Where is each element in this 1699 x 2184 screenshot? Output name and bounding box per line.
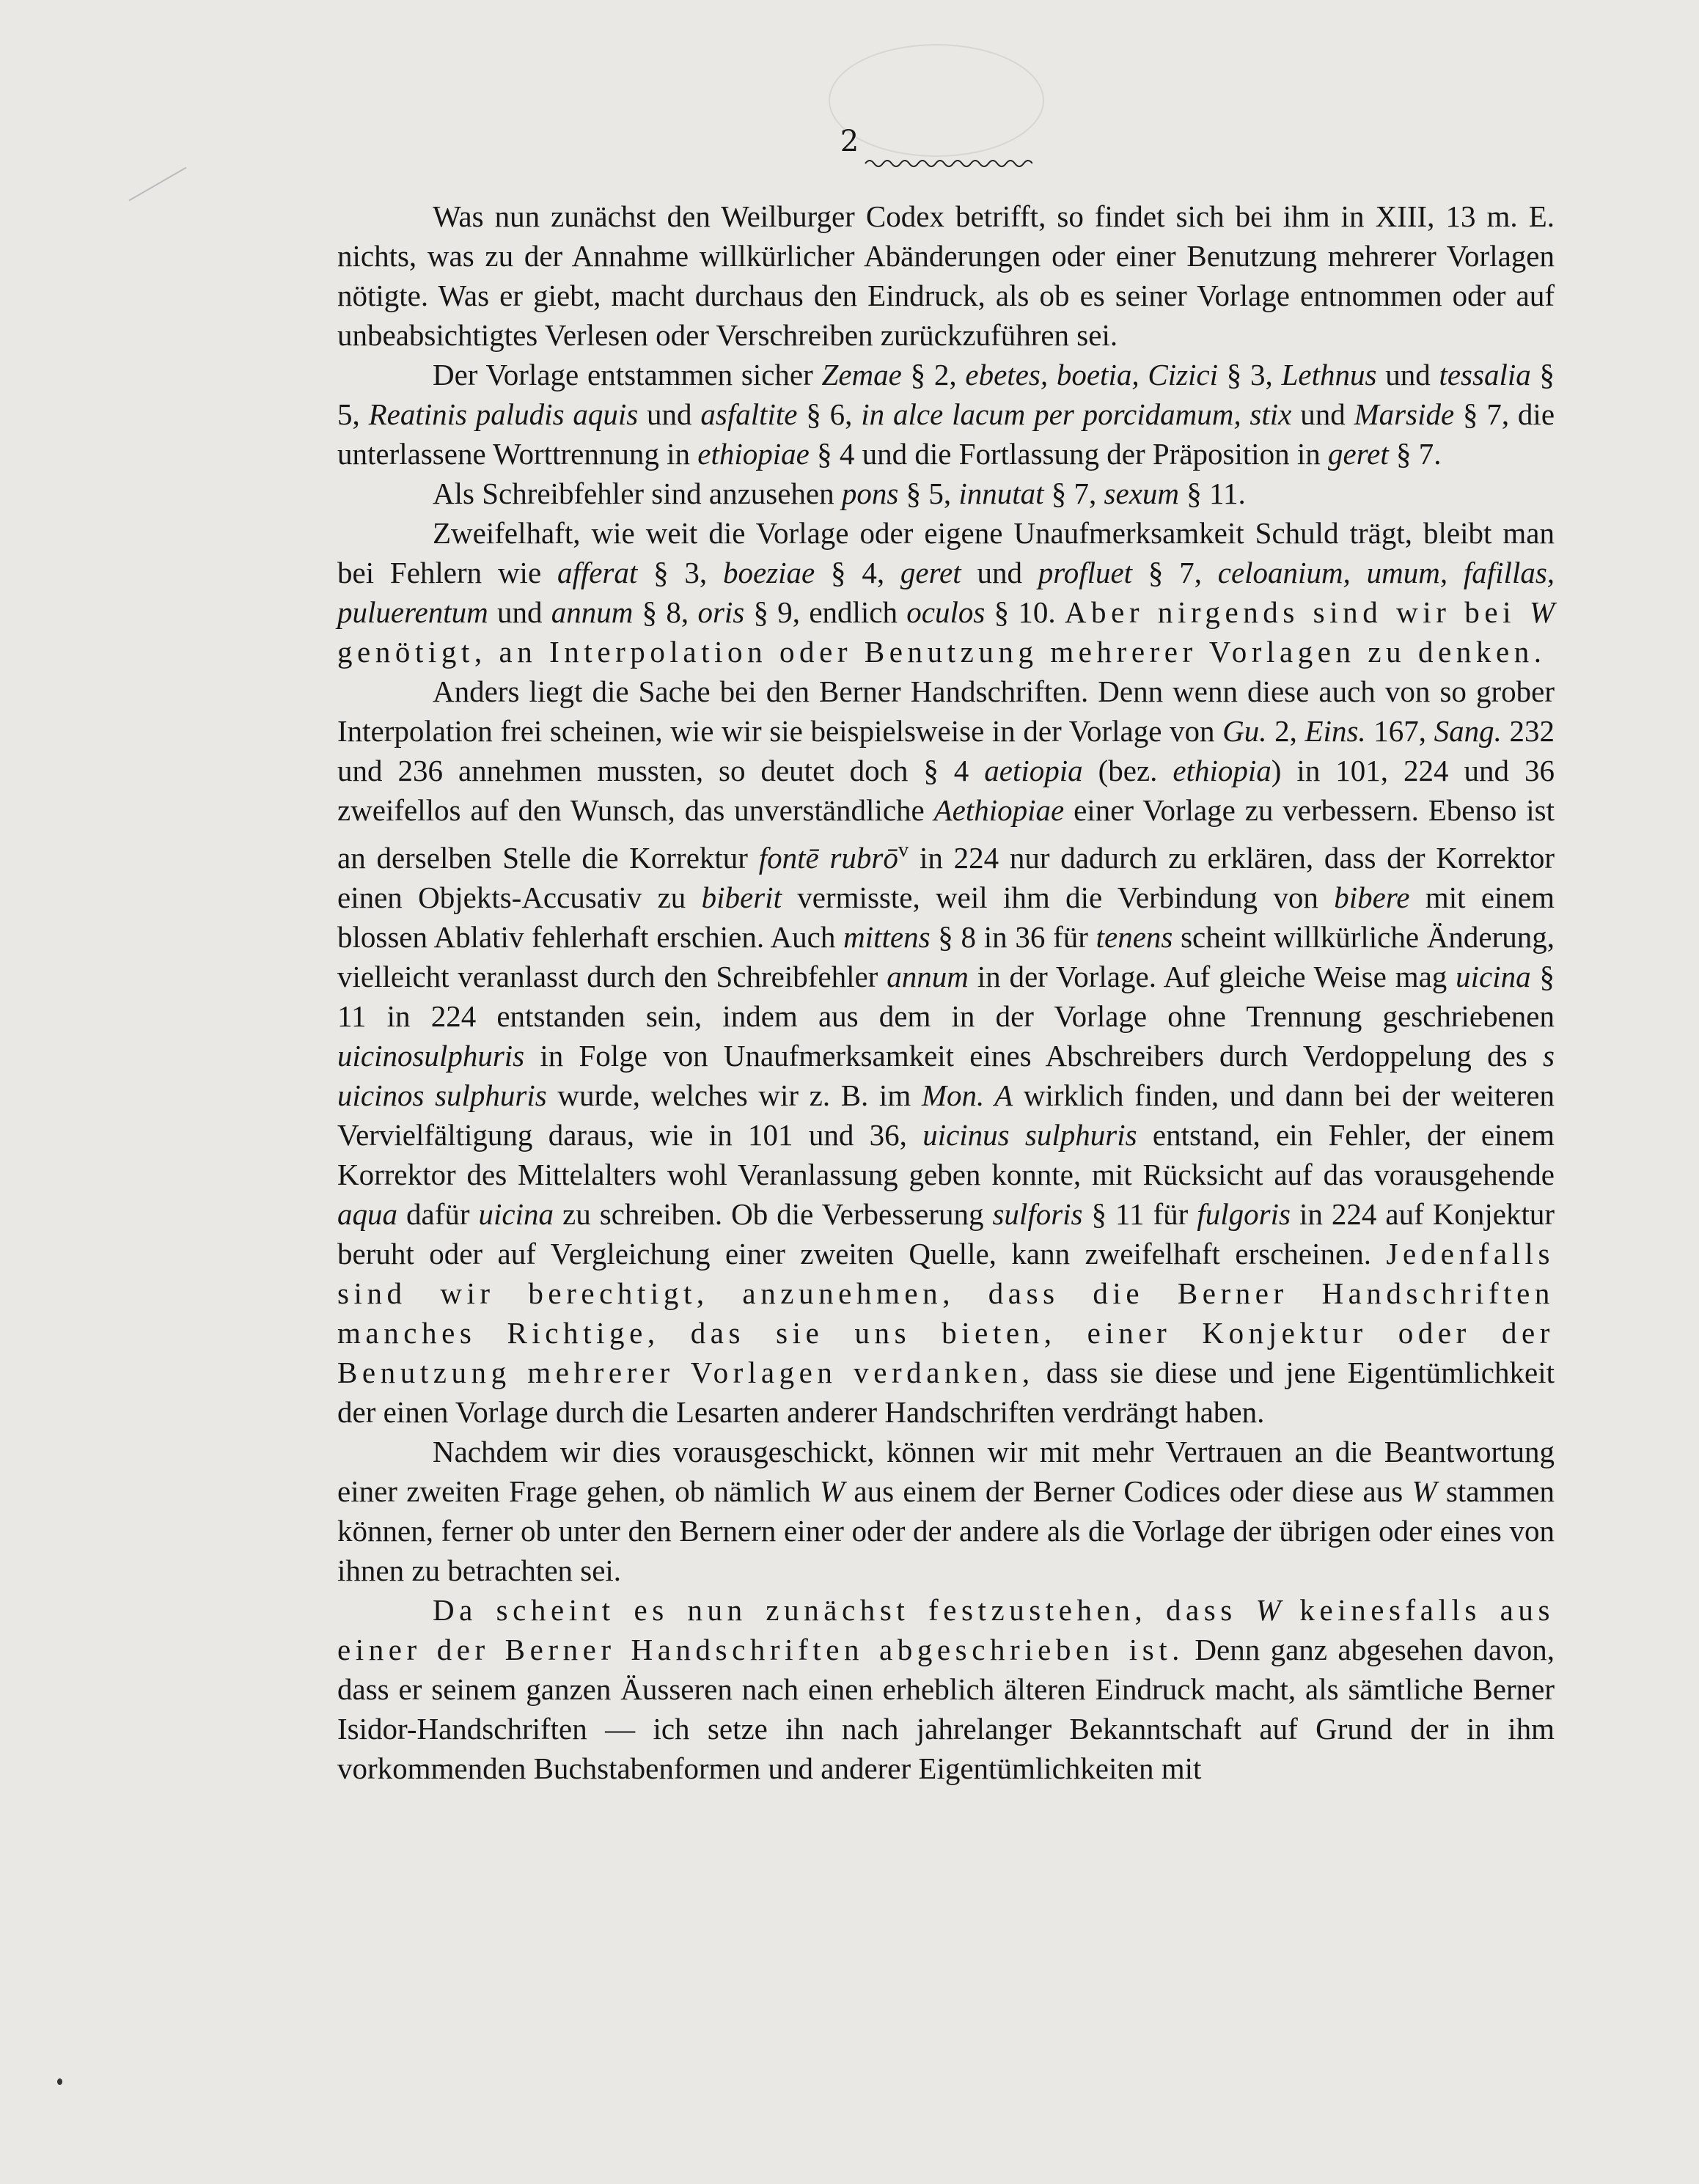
italic-term: bibere: [1334, 880, 1410, 914]
text-run: scheint willkürliche Änderung, vielleicht veranlasst durch den Schreibfehler: [337, 919, 1555, 993]
emphasis-text: genötigt, an Interpolation oder Benutzung mehrerer Vorlagen zu denken.: [337, 635, 1546, 669]
text-run: § 8,: [633, 595, 698, 629]
text-run: § 9, endlich: [744, 595, 907, 629]
paragraph: [337, 355, 1555, 474]
italic-term: uicina: [1456, 959, 1531, 993]
italic-term: boeziae: [722, 556, 815, 589]
text-run: und: [488, 595, 551, 629]
text-run: aus einem der Berner Codices oder diese aus: [845, 1474, 1412, 1508]
italic-term: Lethnus: [1281, 358, 1377, 391]
italic-term: asfaltite: [700, 397, 798, 431]
body-text: [337, 196, 1555, 1788]
text-run: und: [1376, 358, 1439, 391]
italic-term: in alce lacum per porcidamum, stix: [861, 397, 1292, 431]
italic-term: celoanium, umum, fafillas, puluerentum: [337, 556, 1555, 629]
text-run: § 7.: [1388, 437, 1442, 471]
text-run: § 3,: [1218, 358, 1282, 391]
text-run: 167,: [1365, 714, 1434, 748]
italic-term: oris: [697, 595, 745, 629]
text-run: § 11.: [1179, 477, 1246, 510]
italic-term: fulgoris: [1197, 1196, 1291, 1231]
text-run: § 3,: [637, 556, 723, 589]
text-run: 232 und 236 annehmen mussten, so deutet doch § 4: [337, 714, 1555, 787]
italic-term: uicina: [478, 1196, 554, 1231]
text-run: und: [961, 556, 1038, 589]
text-run: § 6,: [797, 397, 862, 431]
text-run: v: [898, 838, 909, 861]
italic-term: uicinos sulphuris: [337, 1078, 547, 1112]
italic-term: uicinus sulphuris: [922, 1117, 1137, 1152]
text-run: Was nun zunächst den Weilburger Codex betrifft, so findet sich bei ihm in XIII, 13 m. E. nichts, was zu der Annahme willkürlicher Abänderungen oder einer Benutzung mehrerer Vorlagen nötigte. Was er giebt, macht durchaus den Eindruck, als ob es seiner Vorlage entnommen oder auf unbeabsichtigtes Verlesen oder Verschreiben zurückzuführen sei.: [337, 199, 1555, 352]
page-number: 2: [840, 125, 859, 158]
text-run: § 5,: [337, 358, 1555, 431]
italic-term: W: [1255, 1592, 1281, 1627]
emphasis-text: keinesfalls aus einer der Berner Handschriften abgeschrieben ist.: [337, 1592, 1555, 1666]
italic-term: ebetes, boetia, Cizici: [965, 358, 1219, 391]
ornament-wave: [864, 155, 1032, 172]
italic-term: Reatinis paludis aquis: [368, 397, 639, 431]
paragraph: [337, 1590, 1555, 1788]
italic-term: ethiopia: [1173, 754, 1272, 787]
text-run: vermisste, weil ihm die Verbindung von: [781, 880, 1335, 914]
paragraph: [337, 1432, 1555, 1590]
italic-term: Eins.: [1304, 714, 1366, 748]
paragraph: [337, 196, 1555, 355]
text-run: zu schreiben. Ob die Verbesserung: [554, 1196, 993, 1231]
text-run: Denn ganz abgesehen davon, dass er seinem ganzen Äusseren nach einen erheblich älteren Eindruck macht, als sämtliche Berner Isidor-Handschriften — ich setze ihn nach jahrelanger Bekanntschaft auf Grund der in ihm vorkommenden Buchstabenformen und anderer Eigentümlichkeiten mit: [337, 1632, 1555, 1785]
text-run: in Folge von Unaufmerksamkeit eines Abschreibers durch Verdoppelung des: [524, 1038, 1544, 1073]
text-run: § 11 für: [1082, 1196, 1197, 1231]
italic-term: uicinosulphuris: [337, 1038, 525, 1073]
italic-term: Marside: [1354, 397, 1455, 431]
text-run: in 224 auf Konjektur beruht oder auf Vergleichung einer zweiten Quelle, kann zweifelhaft erscheinen.: [337, 1196, 1555, 1271]
text-run: Anders liegt die Sache bei den Berner Handschriften. Denn wenn diese auch von so grober Interpolation frei scheinen, wie wir sie beispielsweise in der Vorlage von: [337, 674, 1555, 748]
text-run: § 7,: [1132, 556, 1218, 589]
italic-term: s: [1543, 1038, 1555, 1073]
emphasis-text: Jedenfalls sind wir berechtigt, anzunehmen, dass die Berner Handschriften manches Richtige, das sie uns bieten, einer Konjektur oder der Benutzung mehrerer Vorlagen verdanken,: [337, 1236, 1555, 1389]
text-run: § 2,: [901, 358, 966, 391]
italic-term: geret: [1328, 437, 1389, 471]
italic-term: tessalia: [1439, 358, 1531, 391]
page-mark: [129, 167, 187, 202]
italic-term: afferat: [557, 556, 638, 589]
italic-term: fontē rubrō: [758, 840, 898, 875]
italic-term: Zemae: [821, 358, 902, 391]
text-run: § 10.: [985, 595, 1065, 629]
italic-term: innutat: [958, 477, 1044, 510]
text-run: dafür: [397, 1196, 479, 1231]
text-run: § 8 in 36 für: [930, 919, 1096, 954]
italic-term: Mon. A: [921, 1078, 1013, 1112]
text-run: § 7,: [1043, 477, 1104, 510]
italic-term: ethiopiae: [697, 437, 810, 471]
text-run: (bez.: [1082, 754, 1173, 787]
text-run: Der Vorlage entstammen sicher: [433, 358, 822, 391]
italic-term: aqua: [337, 1196, 397, 1231]
text-run: § 7, die unterlassene Worttrennung in: [337, 397, 1555, 471]
italic-term: annum: [887, 959, 969, 993]
text-run: stammen können, ferner ob unter den Bernern einer oder der andere als die Vorlage der übrigen oder eines von ihnen zu betrachten sei.: [337, 1474, 1555, 1587]
italic-term: mittens: [843, 919, 931, 954]
text-run: und: [638, 397, 701, 431]
paragraph: [337, 513, 1555, 672]
text-run: Zweifelhaft, wie weit die Vorlage oder eigene Unaufmerksamkeit Schuld trägt, bleibt man bei Fehlern wie: [337, 516, 1555, 589]
text-run: § 5,: [898, 477, 959, 510]
italic-term: tenens: [1096, 919, 1173, 954]
italic-term: aetiopia: [984, 754, 1083, 787]
italic-term: profluet: [1038, 556, 1133, 589]
text-run: in 224 nur dadurch zu erklären, dass der Korrektor einen Objekts-Accusativ zu: [337, 840, 1555, 914]
text-run: § 4,: [815, 556, 900, 589]
italic-term: annum: [551, 595, 634, 629]
italic-term: oculos: [906, 595, 986, 629]
text-run: § 4 und die Fortlassung der Präposition in: [809, 437, 1329, 471]
italic-term: Gu.: [1222, 714, 1267, 748]
italic-term: W: [819, 1474, 845, 1508]
text-run: wirklich finden, und dann bei der weiteren Vervielfältigung daraus, wie in 101 und 36,: [337, 1078, 1555, 1152]
text-run: entstand, ein Fehler, der einem Korrektor des Mittelalters wohl Veranlassung geben konnte, mit Rücksicht auf das vorausgehende: [337, 1117, 1555, 1191]
text-run: § 11 in 224 entstanden sein, indem aus dem in der Vorlage ohne Trennung geschriebenen: [337, 959, 1555, 1033]
emphasis-text: Da scheint es nun zunächst festzustehen, dass: [433, 1592, 1256, 1627]
text-run: und: [1291, 397, 1354, 431]
italic-term: sexum: [1104, 477, 1180, 510]
italic-term: W: [1412, 1474, 1437, 1508]
text-run: in der Vorlage. Auf gleiche Weise mag: [968, 959, 1456, 993]
text-run: einer Vorlage zu verbessern. Ebenso ist an derselben Stelle die Korrektur: [337, 793, 1555, 875]
italic-term: Sang.: [1434, 714, 1502, 748]
text-run: mit einem blossen Ablativ fehlerhaft erschien. Auch: [337, 880, 1555, 954]
italic-term: biberit: [701, 880, 782, 914]
page-speck: [57, 2078, 62, 2085]
italic-term: sulforis: [992, 1196, 1083, 1231]
text-run: Nachdem wir dies vorausgeschickt, können wir mit mehr Vertrauen an die Beantwortung einer zweiten Frage gehen, ob nämlich: [337, 1434, 1555, 1508]
paragraph: [337, 672, 1555, 1432]
emphasis-text: Aber nirgends sind wir bei: [1064, 595, 1530, 629]
text-run: 2,: [1266, 714, 1305, 748]
italic-term: W: [1529, 595, 1555, 629]
italic-term: geret: [900, 556, 961, 589]
text-run: ) in 101, 224 und 36 zweifellos auf den Wunsch, das unverständliche: [337, 754, 1555, 827]
text-run: Als Schreibfehler sind anzusehen: [433, 477, 842, 510]
text-run: wurde, welches wir z. B. im: [546, 1078, 922, 1112]
italic-term: Aethiopiae: [933, 793, 1065, 827]
italic-term: pons: [841, 477, 899, 510]
paragraph: [337, 474, 1555, 513]
text-run: dass sie diese und jene Eigentümlichkeit der einen Vorlage durch die Lesarten anderer Handschriften verdrängt haben.: [337, 1355, 1555, 1429]
